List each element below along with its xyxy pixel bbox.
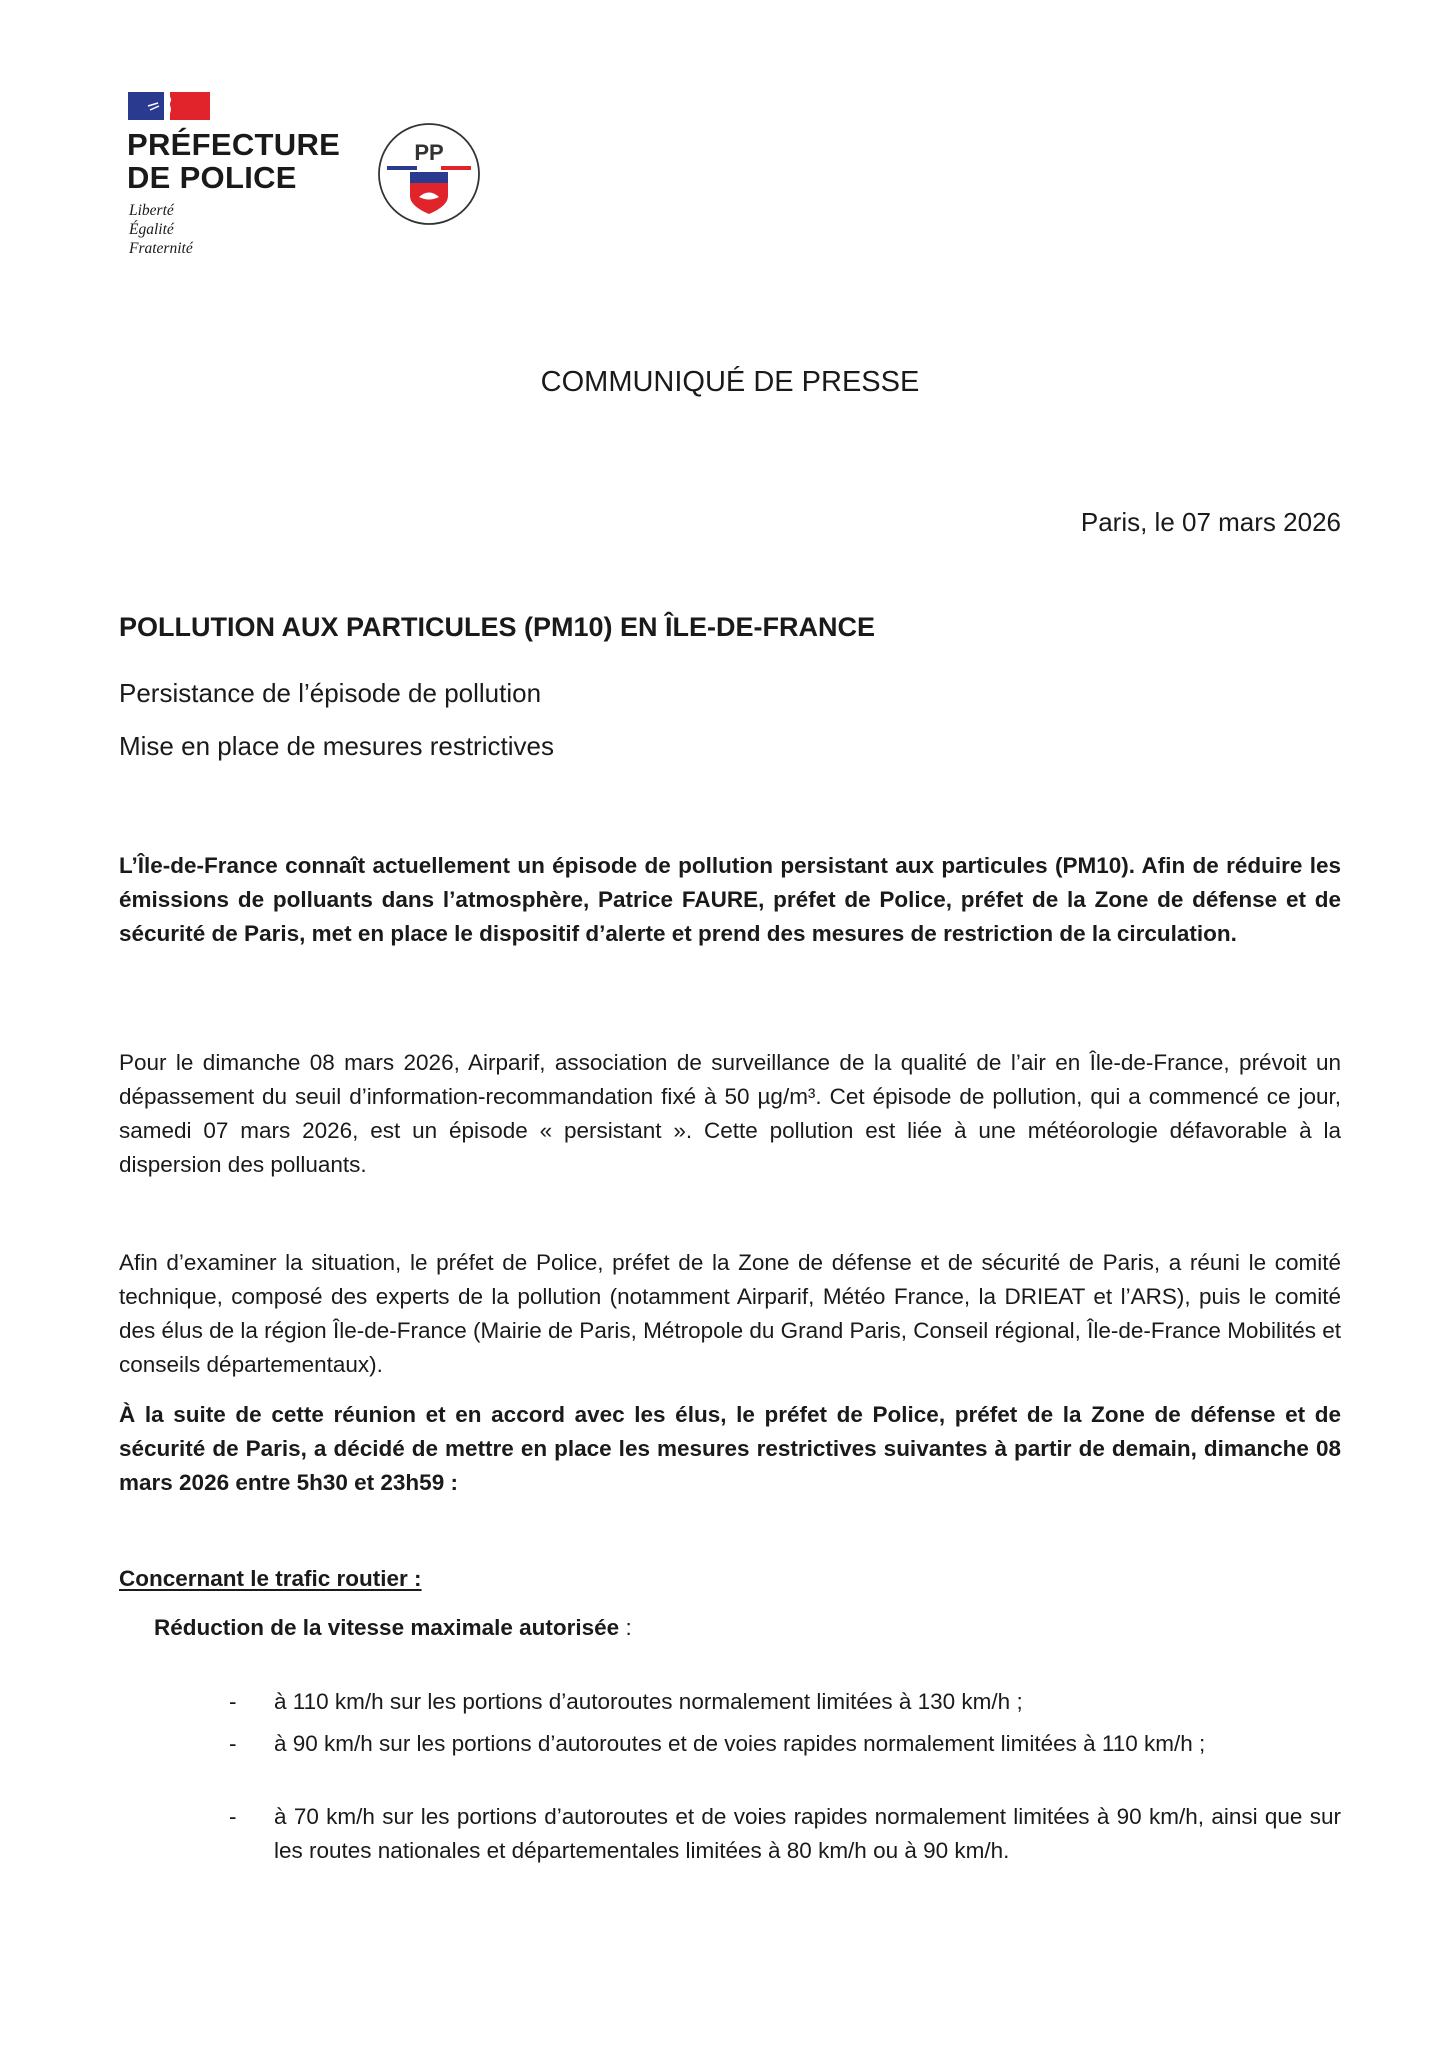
org-line-1: PRÉFECTURE <box>127 127 341 162</box>
lead-paragraph: L’Île-de-France connaît actuellement un épisode de pollution persistant aux particules (PM10). Afin de réduire les émissions de polluants dans l’atmosphère, Patrice FAURE, préfet de Police, préfet de la Zone de défense et de sécurité de Paris, met en place le dispositif d’alerte et prend des mesures de restriction de la circulation. <box>119 853 1341 946</box>
subsection-title <box>154 1611 632 1645</box>
motto-liberte: Liberté <box>129 202 174 219</box>
organization-name <box>127 128 340 194</box>
subsection-suffix: : <box>619 1615 632 1640</box>
prefecture-seal-logo <box>377 122 481 226</box>
subtitle-1: Persistance de l’épisode de pollution <box>119 678 542 708</box>
committee-paragraph: Afin d’examiner la situation, le préfet de Police, préfet de la Zone de défense et de sécurité de Paris, a réuni le comité technique, composé des experts de la pollution (notamment Airparif, Météo France, la DRIEAT et l’ARS), puis le comité des élus de la région Île-de-France (Mairie de Paris, Métropole du Grand Paris, Conseil régional, Île-de-France Mobilités et conseils départementaux). <box>119 1250 1341 1377</box>
bullet-marker: - <box>229 1731 237 1756</box>
headline: POLLUTION AUX PARTICULES (PM10) EN ÎLE-DE-FRANCE <box>119 612 876 642</box>
motto-egalite: Égalité <box>129 221 174 238</box>
marianne-flag-logo <box>128 92 210 120</box>
bullet-marker: - <box>229 1804 237 1829</box>
subtitle-2: Mise en place de mesures restrictives <box>119 731 554 761</box>
bullet-item: à 90 km/h sur les portions d’autoroutes et de voies rapides normalement limitées à 110 km/h ; <box>274 1731 1206 1756</box>
decision-paragraph: À la suite de cette réunion et en accord avec les élus, le préfet de Police, préfet de la Zone de défense et de sécurité de Paris, a décidé de mettre en place les mesures restrictives suivantes à partir de demain, dimanche 08 mars 2026 entre 5h30 et 23h59 : <box>119 1402 1341 1495</box>
bullet-item: à 110 km/h sur les portions d’autoroutes normalement limitées à 130 km/h ; <box>274 1689 1023 1714</box>
section-title <box>119 1562 1341 1596</box>
bullet-marker: - <box>229 1689 237 1714</box>
org-line-2: DE POLICE <box>127 160 297 195</box>
svg-text:PP: PP <box>414 140 444 165</box>
forecast-paragraph: Pour le dimanche 08 mars 2026, Airparif, association de surveillance de la qualité de l’air en Île-de-France, prévoit un dépassement du seuil d’information-recommandation fixé à 50 µg/m³. Cet épisode de pollution, qui a commencé ce jour, samedi 07 mars 2026, est un épisode « persistant ». Cette pollution est liée à une météorologie défavorable à la dispersion des polluants. <box>119 1050 1341 1177</box>
section-title-text: Concernant le trafic routier : <box>119 1566 422 1591</box>
document-type: COMMUNIQUÉ DE PRESSE <box>540 366 920 398</box>
subsection-title-text: Réduction de la vitesse maximale autorisée <box>154 1615 620 1640</box>
document-date: Paris, le 07 mars 2026 <box>1080 507 1341 537</box>
republic-motto <box>129 201 193 258</box>
bullet-item: à 70 km/h sur les portions d’autoroutes et de voies rapides normalement limitées à 90 km/h, ainsi que sur les routes nationales et départementales limitées à 80 km/h ou à 90 km/h. <box>274 1804 1341 1863</box>
motto-fraternite: Fraternité <box>129 240 193 257</box>
